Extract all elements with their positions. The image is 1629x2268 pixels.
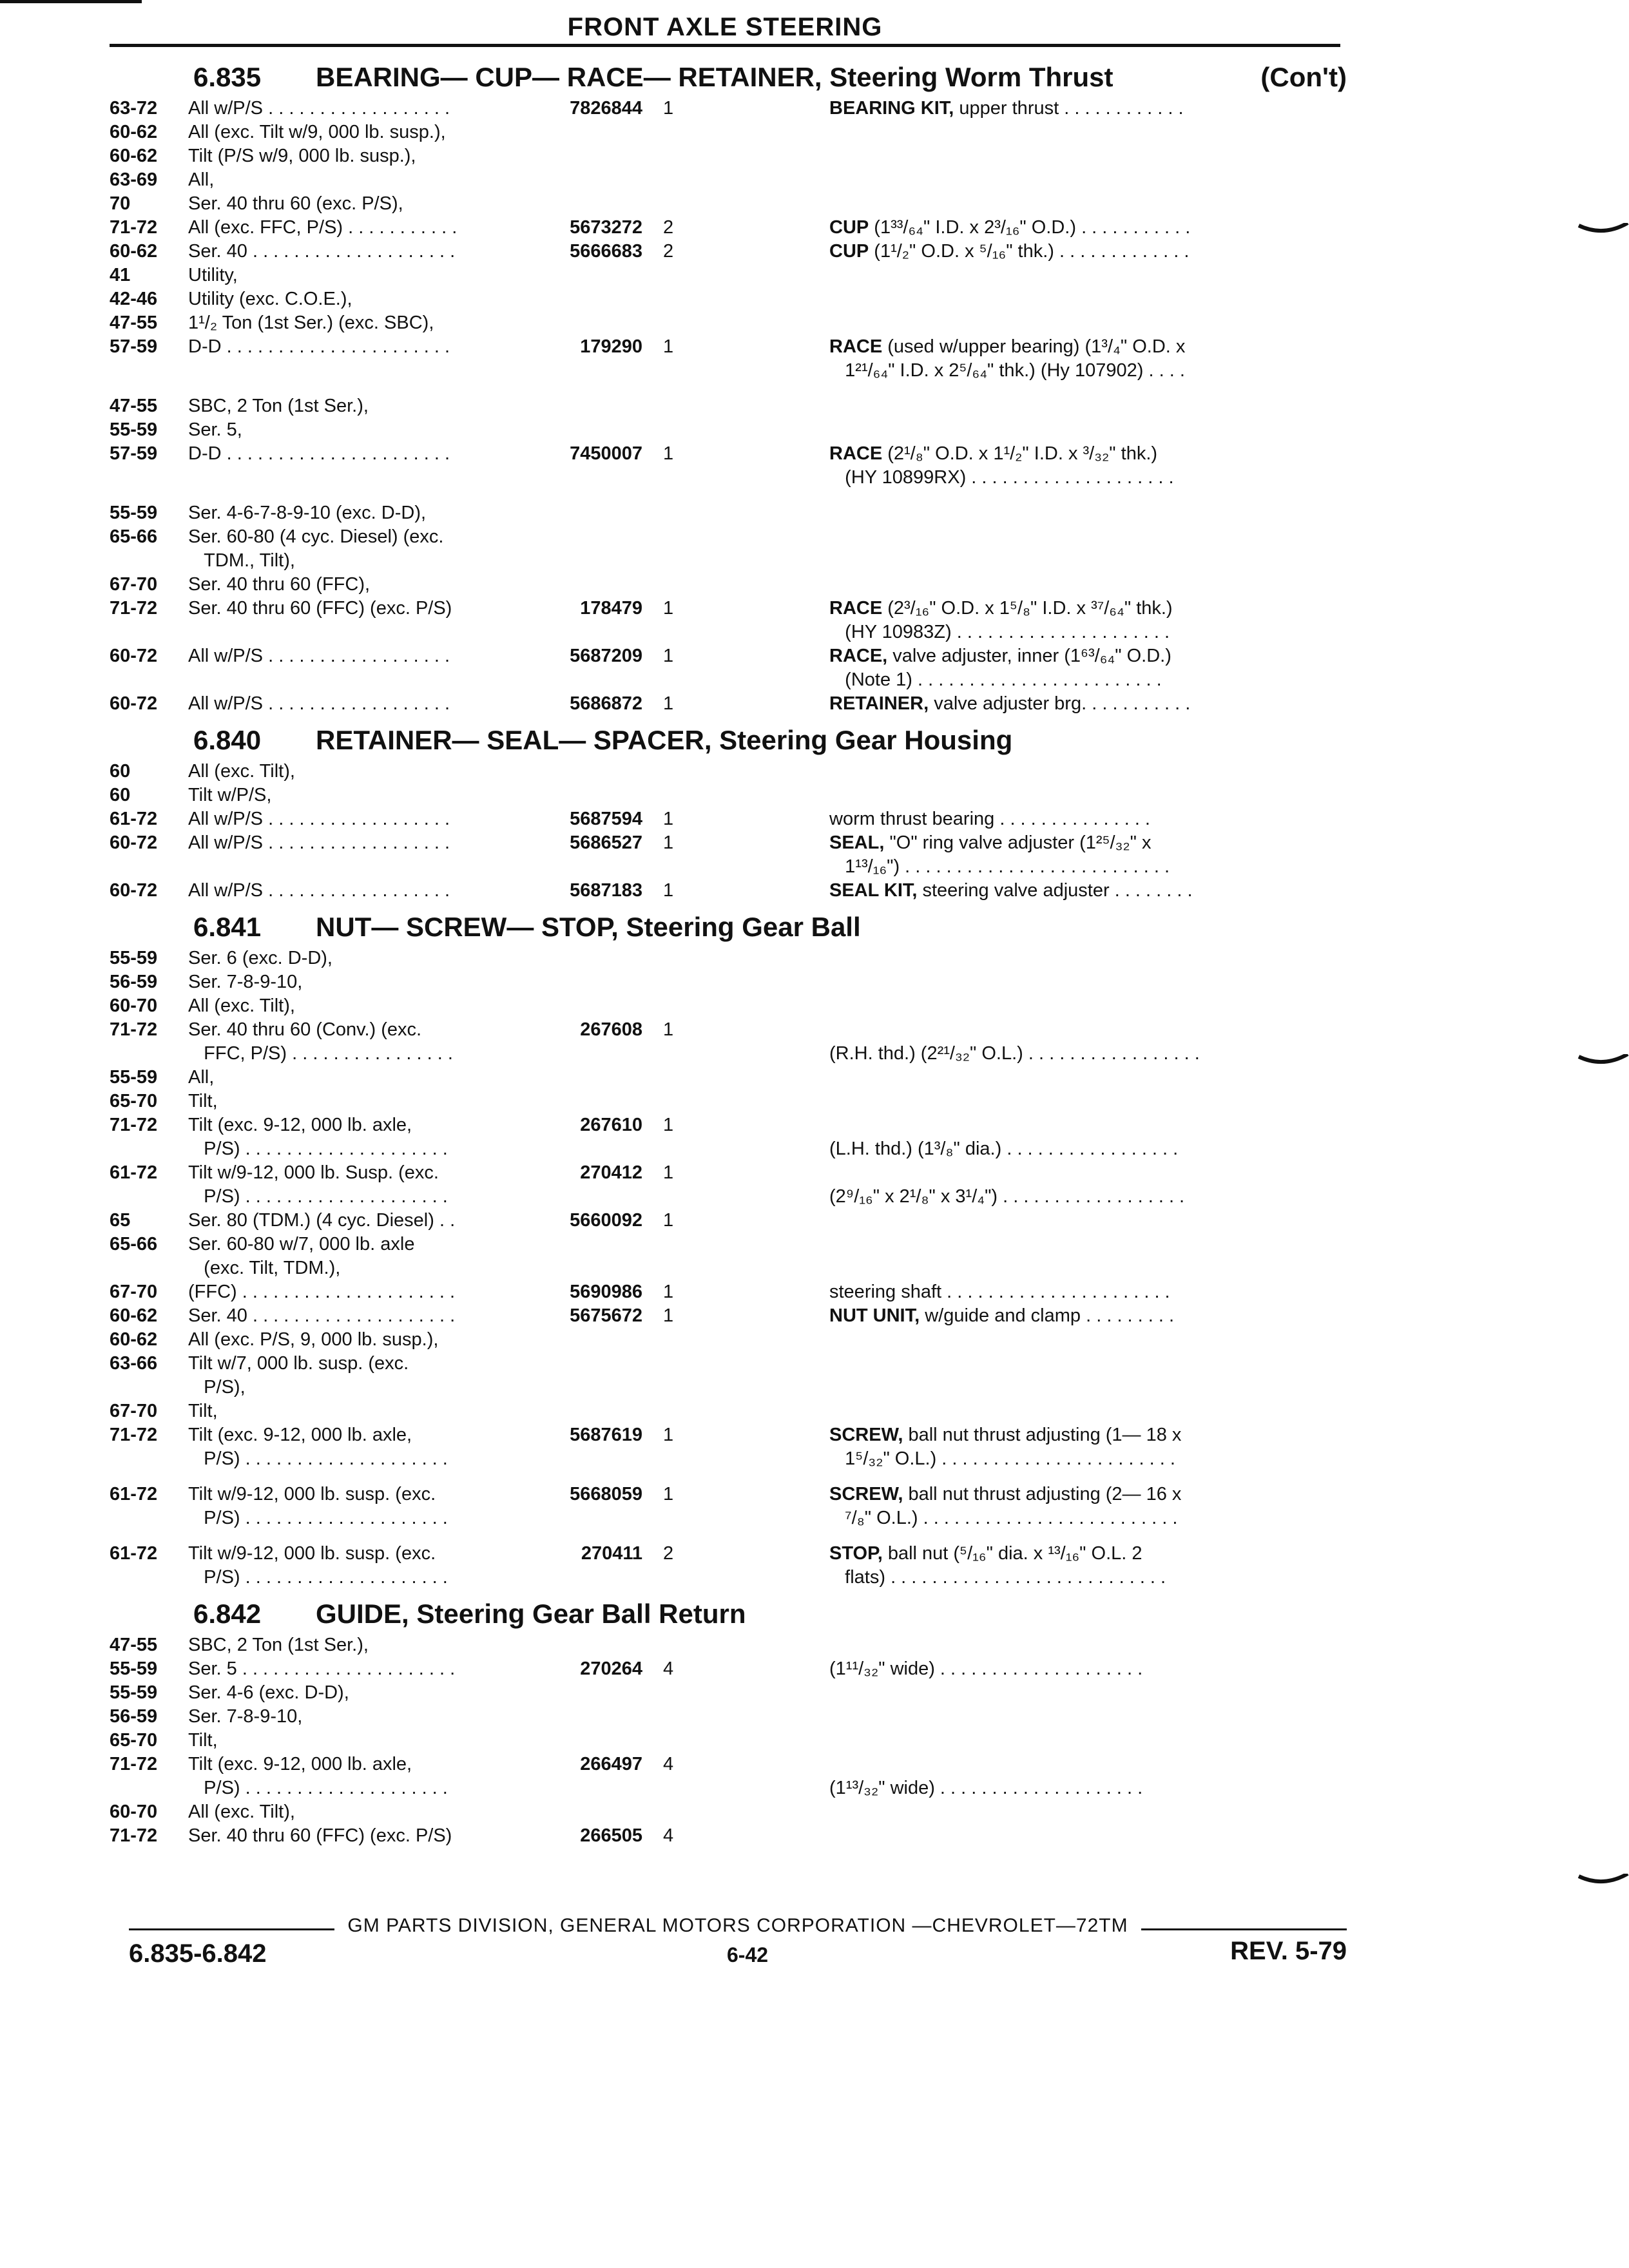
- application-description: Utility (exc. C.O.E.),: [188, 289, 352, 309]
- year-range: 71-72: [110, 1754, 158, 1774]
- item-detail: valve adjuster, inner (1⁶³/₆₄" O.D.) (Note 1) . . . . . . . . . . . . . . . . . . . . . . . .: [845, 646, 1171, 690]
- item-description: [689, 692, 1347, 716]
- parts-row: [110, 1423, 1347, 1471]
- section-title: [110, 912, 1347, 943]
- parts-row: [110, 1304, 1347, 1328]
- application-description: Ser. 5,: [188, 419, 242, 440]
- item-name: SEAL KIT,: [829, 880, 918, 901]
- application-description: Ser. 40 thru 60 (FFC) (exc. P/S): [188, 598, 452, 619]
- application-description: Tilt,: [188, 1401, 218, 1421]
- application-description: Tilt w/7, 000 lb. susp. (exc. P/S),: [188, 1353, 409, 1398]
- section-number: 6.840: [193, 725, 262, 755]
- application-description: Ser. 80 (TDM.) (4 cyc. Diesel) . .: [188, 1210, 456, 1231]
- section-title: [110, 62, 1347, 93]
- year-range: 61-72: [110, 1162, 158, 1183]
- section-heading: BEARING— CUP— RACE— RETAINER, Steering Worm Thrust: [316, 62, 1113, 92]
- item-name: RACE: [829, 443, 883, 464]
- application-description: Ser. 40 . . . . . . . . . . . . . . . . . . . .: [188, 1305, 456, 1326]
- parts-row: [110, 597, 1347, 644]
- quantity: 1: [663, 809, 674, 829]
- year-range: 55-59: [110, 1682, 158, 1703]
- year-range: 60-72: [110, 832, 158, 853]
- part-number: 178479: [580, 598, 642, 619]
- application-description: D-D . . . . . . . . . . . . . . . . . . . . . .: [188, 443, 450, 464]
- application-description: Ser. 40 thru 60 (FFC),: [188, 574, 371, 595]
- quantity: 1: [663, 598, 674, 619]
- footer-line: [129, 1915, 1347, 1937]
- part-number: 266497: [580, 1754, 642, 1774]
- application-description: Ser. 6 (exc. D-D),: [188, 948, 333, 968]
- application-description: All (exc. Tilt),: [188, 1802, 295, 1822]
- parts-row: [110, 1066, 1347, 1090]
- application-description: SBC, 2 Ton (1st Ser.),: [188, 396, 369, 416]
- part-number: 270264: [580, 1658, 642, 1679]
- year-range: 67-70: [110, 1282, 158, 1302]
- item-detail: w/guide and clamp . . . . . . . . .: [920, 1305, 1175, 1326]
- parts-row: [110, 879, 1347, 903]
- footer-publisher: GM PARTS DIVISION, GENERAL MOTORS CORPORATION —CHEVROLET—72TM: [347, 1915, 1128, 1936]
- parts-row: [110, 807, 1347, 831]
- year-range: 61-72: [110, 1484, 158, 1504]
- year-range: 56-59: [110, 972, 158, 992]
- item-description: [689, 1542, 1347, 1590]
- year-range: 55-59: [110, 1067, 158, 1088]
- part-number: 5687594: [570, 809, 642, 829]
- year-range: 55-59: [110, 419, 158, 440]
- item-detail: (2⁹/₁₆" x 2¹/₈" x 3¹/₄") . . . . . . . . . . . . . . . . . .: [829, 1186, 1185, 1207]
- parts-row: [110, 240, 1347, 264]
- quantity: 1: [663, 1484, 674, 1504]
- item-description: [689, 335, 1347, 383]
- parts-row: [110, 1705, 1347, 1729]
- parts-row: [110, 120, 1347, 144]
- item-description: [689, 1304, 1347, 1328]
- item-detail: (1³³/₆₄" I.D. x 2³/₁₆" O.D.) . . . . . . . . . . .: [869, 217, 1191, 238]
- quantity: 4: [663, 1754, 674, 1774]
- application-description: Utility,: [188, 265, 238, 285]
- application-description: All (exc. Tilt),: [188, 761, 295, 782]
- item-detail: ball nut thrust adjusting (1— 18 x 1⁵/₃₂" O.L.) . . . . . . . . . . . . . . . . . . . . . . .: [845, 1425, 1182, 1469]
- application-description: Tilt (exc. 9-12, 000 lb. axle, P/S) . . . . . . . . . . . . . . . . . . . .: [188, 1754, 448, 1798]
- part-number: 5686527: [570, 832, 642, 853]
- year-range: 63-66: [110, 1353, 158, 1374]
- application-description: Tilt w/9-12, 000 lb. Susp. (exc. P/S) . . . . . . . . . . . . . . . . . . . .: [188, 1162, 448, 1207]
- item-description: [689, 597, 1347, 644]
- year-range: 60-72: [110, 693, 158, 714]
- quantity: 1: [663, 1115, 674, 1135]
- item-detail: (2¹/₈" O.D. x 1¹/₂" I.D. x ³/₃₂" thk.) (HY 10899RX) . . . . . . . . . . . . . . . . . . . .: [845, 443, 1174, 488]
- parts-row: [110, 311, 1347, 335]
- year-range: 71-72: [110, 1425, 158, 1445]
- year-range: 60: [110, 785, 131, 805]
- application-description: SBC, 2 Ton (1st Ser.),: [188, 1635, 369, 1655]
- year-range: 42-46: [110, 289, 158, 309]
- parts-row: [110, 994, 1347, 1018]
- application-description: All (exc. Tilt),: [188, 995, 295, 1016]
- item-description: [689, 1161, 1347, 1209]
- part-number: 267608: [580, 1019, 642, 1040]
- application-description: All w/P/S . . . . . . . . . . . . . . . . . .: [188, 880, 450, 901]
- part-number: 5687183: [570, 880, 642, 901]
- year-range: 55-59: [110, 1658, 158, 1679]
- year-range: 71-72: [110, 1825, 158, 1846]
- item-description: [689, 97, 1347, 120]
- part-number: 5686872: [570, 693, 642, 714]
- application-description: Tilt (P/S w/9, 000 lb. susp.),: [188, 146, 416, 166]
- part-number: 7826844: [570, 98, 642, 119]
- year-range: 65-70: [110, 1730, 158, 1751]
- binder-hole-mark: [1577, 1874, 1629, 1885]
- footer-rule-left: [129, 1926, 334, 1930]
- item-detail: (R.H. thd.) (2²¹/₃₂" O.L.) . . . . . . . . . . . . . . . . .: [829, 1043, 1200, 1064]
- parts-row: [110, 1753, 1347, 1800]
- year-range: 65-66: [110, 526, 158, 547]
- quantity: 1: [663, 1305, 674, 1326]
- part-number: 5673272: [570, 217, 642, 238]
- item-detail: ball nut thrust adjusting (2— 16 x ⁷/₈" O.L.) . . . . . . . . . . . . . . . . . . . . . . . . .: [845, 1484, 1182, 1528]
- application-description: All w/P/S . . . . . . . . . . . . . . . . . .: [188, 693, 450, 714]
- section-heading: NUT— SCREW— STOP, Steering Gear Ball: [316, 912, 861, 942]
- application-description: Tilt,: [188, 1730, 218, 1751]
- year-range: 60-62: [110, 241, 158, 262]
- parts-row: [110, 947, 1347, 970]
- year-range: 71-72: [110, 1115, 158, 1135]
- quantity: 1: [663, 1019, 674, 1040]
- item-detail: "O" ring valve adjuster (1²⁵/₃₂" x 1¹³/₁₆") . . . . . . . . . . . . . . . . . . . . . . . . . .: [845, 832, 1170, 877]
- item-description: [689, 1113, 1347, 1161]
- application-description: All (exc. FFC, P/S) . . . . . . . . . . .: [188, 217, 458, 238]
- item-description: [689, 240, 1347, 264]
- parts-row: [110, 1090, 1347, 1113]
- year-range: 57-59: [110, 336, 158, 357]
- parts-row: [110, 1824, 1347, 1848]
- parts-row: [110, 1280, 1347, 1304]
- year-range: 47-55: [110, 312, 158, 333]
- parts-row: [110, 644, 1347, 692]
- item-name: BEARING KIT,: [829, 98, 954, 119]
- year-range: 60-70: [110, 1802, 158, 1822]
- application-description: Tilt (exc. 9-12, 000 lb. axle, P/S) . . . . . . . . . . . . . . . . . . . .: [188, 1115, 448, 1159]
- parts-row: [110, 1800, 1347, 1824]
- item-name: CUP: [829, 241, 869, 262]
- parts-row: [110, 1113, 1347, 1161]
- top-rule: [0, 0, 142, 3]
- year-range: 56-59: [110, 1706, 158, 1727]
- footer-section-range: 6.835-6.842: [129, 1939, 267, 1968]
- part-number: 5687209: [570, 646, 642, 666]
- year-range: 60-70: [110, 995, 158, 1016]
- item-description: [689, 831, 1347, 879]
- application-description: Ser. 40 thru 60 (exc. P/S),: [188, 193, 403, 214]
- application-description: All w/P/S . . . . . . . . . . . . . . . . . .: [188, 832, 450, 853]
- part-number: 5660092: [570, 1210, 642, 1231]
- parts-row: [110, 287, 1347, 311]
- quantity: 1: [663, 1162, 674, 1183]
- parts-row: [110, 1542, 1347, 1590]
- item-detail: valve adjuster brg. . . . . . . . . . .: [929, 693, 1191, 714]
- application-description: Ser. 4-6-7-8-9-10 (exc. D-D),: [188, 503, 427, 523]
- part-number: 5668059: [570, 1484, 642, 1504]
- quantity: 1: [663, 336, 674, 357]
- parts-row: [110, 970, 1347, 994]
- application-description: All (exc. P/S, 9, 000 lb. susp.),: [188, 1329, 439, 1350]
- footer-rule-right: [1141, 1926, 1347, 1930]
- parts-row: [110, 831, 1347, 879]
- item-detail: ball nut (⁵/₁₆" dia. x ¹³/₁₆" O.L. 2 flats) . . . . . . . . . . . . . . . . . . . . . . . . . . .: [845, 1543, 1166, 1588]
- application-description: Ser. 40 thru 60 (Conv.) (exc. FFC, P/S) . . . . . . . . . . . . . . . .: [188, 1019, 453, 1064]
- year-range: 57-59: [110, 443, 158, 464]
- application-description: Ser. 40 . . . . . . . . . . . . . . . . . . . .: [188, 241, 456, 262]
- parts-row: [110, 525, 1347, 573]
- parts-row: [110, 394, 1347, 418]
- item-name: STOP,: [829, 1543, 883, 1564]
- parts-row: [110, 216, 1347, 240]
- parts-row: [110, 168, 1347, 192]
- year-range: 65-66: [110, 1234, 158, 1254]
- item-description: [689, 1018, 1347, 1066]
- parts-row: [110, 192, 1347, 216]
- binder-hole-mark: [1577, 1054, 1629, 1066]
- parts-row: [110, 692, 1347, 716]
- parts-row: [110, 573, 1347, 597]
- item-name: NUT UNIT,: [829, 1305, 920, 1326]
- item-description: [689, 216, 1347, 240]
- item-description: [689, 1483, 1347, 1530]
- parts-row: [110, 264, 1347, 287]
- item-description: [689, 644, 1347, 692]
- section-heading: GUIDE, Steering Gear Ball Return: [316, 1599, 746, 1629]
- application-description: (FFC) . . . . . . . . . . . . . . . . . . . . .: [188, 1282, 456, 1302]
- item-detail: (L.H. thd.) (1³/₈" dia.) . . . . . . . . . . . . . . . . .: [829, 1139, 1179, 1159]
- binder-hole-mark: [1577, 223, 1629, 235]
- item-description: [689, 1657, 1347, 1681]
- year-range: 65-70: [110, 1091, 158, 1111]
- part-number: 5690986: [570, 1282, 642, 1302]
- item-name: RACE: [829, 336, 883, 357]
- year-range: 60: [110, 761, 131, 782]
- item-detail: (1¹³/₃₂" wide) . . . . . . . . . . . . . . . . . . . .: [829, 1778, 1143, 1798]
- item-description: [689, 1280, 1347, 1304]
- section-number: 6.835: [193, 62, 262, 92]
- item-detail: (used w/upper bearing) (1³/₄" O.D. x 1²¹/₆₄" I.D. x 2⁵/₆₄" thk.) (Hy 107902) . . . .: [845, 336, 1186, 381]
- application-description: Ser. 5 . . . . . . . . . . . . . . . . . . . . .: [188, 1658, 456, 1679]
- item-description: [689, 1753, 1347, 1800]
- year-range: 63-69: [110, 169, 158, 190]
- parts-row: [110, 1233, 1347, 1280]
- continued-label: (Con't): [1260, 62, 1347, 92]
- year-range: 60-72: [110, 880, 158, 901]
- part-number: 267610: [580, 1115, 642, 1135]
- quantity: 2: [663, 241, 674, 262]
- application-description: Ser. 60-80 (4 cyc. Diesel) (exc. TDM., Tilt),: [188, 526, 444, 571]
- section-number: 6.842: [193, 1599, 262, 1629]
- year-range: 60-72: [110, 646, 158, 666]
- year-range: 70: [110, 193, 131, 214]
- item-detail: worm thrust bearing . . . . . . . . . . . . . . .: [829, 809, 1150, 829]
- application-description: Tilt w/9-12, 000 lb. susp. (exc. P/S) . . . . . . . . . . . . . . . . . . . .: [188, 1543, 448, 1588]
- section-title: [110, 1599, 1347, 1629]
- application-description: All w/P/S . . . . . . . . . . . . . . . . . .: [188, 809, 450, 829]
- part-number: 270411: [581, 1543, 642, 1564]
- year-range: 55-59: [110, 503, 158, 523]
- year-range: 47-55: [110, 396, 158, 416]
- parts-row: [110, 1399, 1347, 1423]
- parts-row: [110, 335, 1347, 383]
- year-range: 65: [110, 1210, 131, 1231]
- application-description: All w/P/S . . . . . . . . . . . . . . . . . .: [188, 98, 450, 119]
- item-detail: steering valve adjuster . . . . . . . .: [917, 880, 1193, 901]
- parts-row: [110, 144, 1347, 168]
- part-number: 5687619: [570, 1425, 642, 1445]
- application-description: All,: [188, 169, 215, 190]
- parts-row: [110, 97, 1347, 120]
- item-detail: steering shaft . . . . . . . . . . . . . . . . . . . . . .: [829, 1282, 1170, 1302]
- application-description: Ser. 40 thru 60 (FFC) (exc. P/S): [188, 1825, 452, 1846]
- part-number: 270412: [580, 1162, 642, 1183]
- quantity: 4: [663, 1825, 674, 1846]
- parts-row: [110, 1657, 1347, 1681]
- year-range: 47-55: [110, 1635, 158, 1655]
- quantity: 1: [663, 1425, 674, 1445]
- section-title: [110, 725, 1347, 756]
- quantity: 1: [663, 646, 674, 666]
- item-name: RACE: [829, 598, 883, 619]
- item-name: SCREW,: [829, 1484, 903, 1504]
- item-name: CUP: [829, 217, 869, 238]
- item-name: RACE,: [829, 646, 888, 666]
- application-description: Tilt,: [188, 1091, 218, 1111]
- application-description: D-D . . . . . . . . . . . . . . . . . . . . . .: [188, 336, 450, 357]
- year-range: 71-72: [110, 598, 158, 619]
- part-number: 5666683: [570, 241, 642, 262]
- page-header: FRONT AXLE STEERING: [110, 10, 1340, 47]
- application-description: Tilt w/9-12, 000 lb. susp. (exc. P/S) . . . . . . . . . . . . . . . . . . . .: [188, 1484, 448, 1528]
- year-range: 60-62: [110, 1305, 158, 1326]
- parts-row: [110, 1161, 1347, 1209]
- year-range: 67-70: [110, 574, 158, 595]
- section-heading: RETAINER— SEAL— SPACER, Steering Gear Housing: [316, 725, 1013, 755]
- quantity: 4: [663, 1658, 674, 1679]
- item-detail: (2³/₁₆" O.D. x 1⁵/₈" I.D. x ³⁷/₆₄" thk.) (HY 10983Z) . . . . . . . . . . . . . . . . . . . . .: [845, 598, 1173, 642]
- year-range: 67-70: [110, 1401, 158, 1421]
- year-range: 60-62: [110, 1329, 158, 1350]
- catalog-content: [110, 53, 1347, 1848]
- parts-row: [110, 783, 1347, 807]
- item-description: [689, 807, 1347, 831]
- year-range: 71-72: [110, 217, 158, 238]
- quantity: 1: [663, 98, 674, 119]
- parts-row: [110, 1681, 1347, 1705]
- year-range: 55-59: [110, 948, 158, 968]
- application-description: Ser. 4-6 (exc. D-D),: [188, 1682, 349, 1703]
- part-number: 266505: [580, 1825, 642, 1846]
- page-number: 6-42: [727, 1943, 769, 1966]
- item-name: RETAINER,: [829, 693, 929, 714]
- parts-row: [110, 501, 1347, 525]
- application-description: Tilt w/P/S,: [188, 785, 272, 805]
- part-number: 179290: [580, 336, 642, 357]
- parts-row: [110, 442, 1347, 490]
- item-description: [689, 1423, 1347, 1471]
- quantity: 1: [663, 880, 674, 901]
- parts-row: [110, 1483, 1347, 1530]
- quantity: 1: [663, 832, 674, 853]
- revision-label: REV. 5-79: [1230, 1937, 1347, 1965]
- year-range: 61-72: [110, 809, 158, 829]
- application-description: Ser. 7-8-9-10,: [188, 972, 303, 992]
- part-number: 7450007: [570, 443, 642, 464]
- parts-row: [110, 418, 1347, 442]
- parts-row: [110, 760, 1347, 783]
- section-number: 6.841: [193, 912, 262, 942]
- quantity: 1: [663, 693, 674, 714]
- quantity: 1: [663, 443, 674, 464]
- application-description: Ser. 7-8-9-10,: [188, 1706, 303, 1727]
- quantity: 2: [663, 1543, 674, 1564]
- parts-row: [110, 1352, 1347, 1399]
- year-range: 63-72: [110, 98, 158, 119]
- item-description: [689, 879, 1347, 903]
- year-range: 71-72: [110, 1019, 158, 1040]
- quantity: 1: [663, 1210, 674, 1231]
- parts-row: [110, 1729, 1347, 1753]
- year-range: 60-62: [110, 122, 158, 142]
- parts-row: [110, 1209, 1347, 1233]
- item-description: [689, 442, 1347, 490]
- item-detail: (1¹¹/₃₂" wide) . . . . . . . . . . . . . . . . . . . .: [829, 1658, 1143, 1679]
- part-number: 5675672: [570, 1305, 642, 1326]
- item-name: SCREW,: [829, 1425, 903, 1445]
- year-range: 41: [110, 265, 131, 285]
- application-description: Ser. 60-80 w/7, 000 lb. axle (exc. Tilt, TDM.),: [188, 1234, 415, 1278]
- item-name: SEAL,: [829, 832, 885, 853]
- year-range: 61-72: [110, 1543, 158, 1564]
- year-range: 60-62: [110, 146, 158, 166]
- parts-row: [110, 1633, 1347, 1657]
- quantity: 1: [663, 1282, 674, 1302]
- application-description: All,: [188, 1067, 215, 1088]
- item-detail: (1¹/₂" O.D. x ⁵/₁₆" thk.) . . . . . . . . . . . . .: [869, 241, 1190, 262]
- application-description: 1¹/₂ Ton (1st Ser.) (exc. SBC),: [188, 312, 434, 333]
- application-description: Tilt (exc. 9-12, 000 lb. axle, P/S) . . . . . . . . . . . . . . . . . . . .: [188, 1425, 448, 1469]
- parts-row: [110, 1018, 1347, 1066]
- item-detail: upper thrust . . . . . . . . . . . .: [954, 98, 1184, 119]
- application-description: All (exc. Tilt w/9, 000 lb. susp.),: [188, 122, 446, 142]
- application-description: All w/P/S . . . . . . . . . . . . . . . . . .: [188, 646, 450, 666]
- parts-row: [110, 1328, 1347, 1352]
- quantity: 2: [663, 217, 674, 238]
